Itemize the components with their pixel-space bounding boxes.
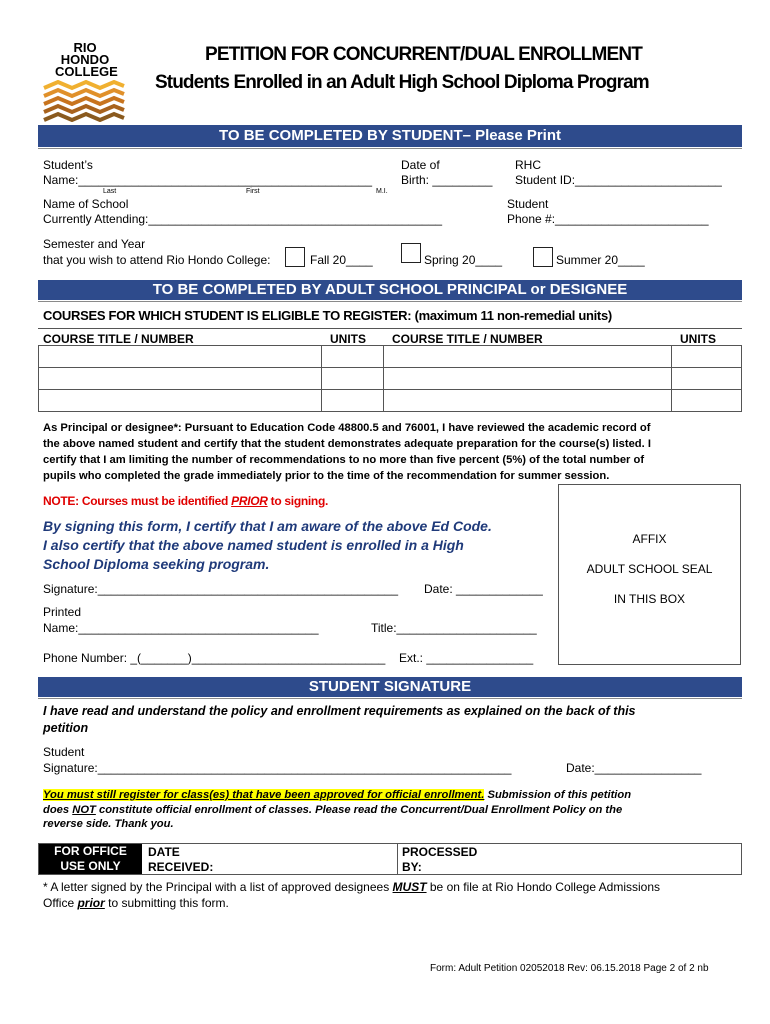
footnote-line1: [43, 879, 660, 895]
student-name-field[interactable]: Name:____________________________________________: [43, 173, 372, 187]
cert-line: pupils who completed the grade immediately prior to the time of the recommendation for summer session.: [43, 470, 610, 482]
divider: [38, 698, 742, 699]
not-post: constitute official enrollment of classes. Please read the Concurrent/Dual Enrollment Policy on the: [95, 803, 623, 816]
col-units-2: UNITS: [680, 332, 716, 346]
course-cell[interactable]: [383, 390, 672, 412]
fall-checkbox[interactable]: [285, 247, 305, 267]
title-field[interactable]: Title:_____________________: [371, 621, 537, 635]
school-field[interactable]: Currently Attending:____________________________________________: [43, 212, 443, 226]
processed-1: PROCESSED: [402, 845, 478, 859]
divider: [38, 148, 742, 149]
table-row: [39, 368, 742, 390]
processed-by: [402, 845, 477, 875]
register-line1: [43, 788, 631, 803]
col-course-title-2: COURSE TITLE / NUMBER: [392, 332, 543, 346]
seal-line3: IN THIS BOX: [613, 592, 686, 606]
logo-text: [55, 40, 118, 79]
footnote-post: be on file at Rio Hondo College Admissions: [426, 880, 661, 894]
principal-signature-field[interactable]: Signature:_____________________________________________: [43, 582, 399, 596]
courses-table: [38, 345, 742, 412]
register-notice: [43, 788, 631, 832]
cert-line: the above named student and certify that the student demonstrates adequate preparation for the course(s) listed. I: [43, 438, 651, 450]
principal-section-bar: TO BE COMPLETED BY ADULT SCHOOL PRINCIPAL or DESIGNEE: [38, 280, 742, 300]
date-received-1: DATE: [148, 845, 180, 859]
register-line3: reverse side. Thank you.: [43, 818, 174, 830]
dob-label1: Date of: [401, 158, 440, 172]
courses-heading-note: (maximum 11 non-remedial units): [414, 308, 612, 323]
fall-label: Fall 20____: [310, 253, 373, 267]
logo-waves-icon: [42, 80, 126, 122]
col-course-title-1: COURSE TITLE / NUMBER: [43, 332, 194, 346]
form-footer: Form: Adult Petition 02052018 Rev: 06.15.2018 Page 2 of 2 nb: [430, 963, 709, 974]
footnote-office: Office: [43, 896, 78, 910]
page-title: PETITION FOR CONCURRENT/DUAL ENROLLMENT: [205, 44, 643, 65]
note-prior: PRIOR: [231, 494, 268, 508]
policy-line: petition: [43, 721, 89, 735]
printed-label1: Printed: [43, 605, 82, 619]
printed-name-field[interactable]: Name:____________________________________: [43, 621, 319, 635]
student-signature-field[interactable]: Signature:______________________________________________________________: [43, 761, 512, 775]
dob-field[interactable]: Birth: _________: [401, 173, 493, 187]
principal-date-field[interactable]: Date: _____________: [424, 582, 543, 596]
policy-text: [43, 703, 636, 737]
office-use-box: [38, 843, 742, 875]
footnote-must: MUST: [392, 880, 427, 894]
units-cell[interactable]: [321, 368, 383, 390]
sub-first: First: [246, 188, 260, 195]
school-label1: Name of School: [43, 197, 129, 211]
not-word: NOT: [72, 803, 96, 816]
course-cell[interactable]: [383, 346, 672, 368]
footnote: [43, 879, 660, 911]
cert-line: As Principal or designee*: Pursuant to Education Code 48800.5 and 76001, I have reviewed the academic record of: [43, 422, 651, 434]
aware-line: I also certify that the above named student is enrolled in a High: [43, 537, 464, 553]
units-cell[interactable]: [321, 390, 383, 412]
phone-label1: Student: [507, 197, 549, 211]
semester-label2: that you wish to attend Rio Hondo College:: [43, 253, 271, 267]
date-received-2: RECEIVED:: [148, 860, 214, 874]
note-post: to signing.: [267, 494, 329, 508]
courses-heading-text: COURSES FOR WHICH STUDENT IS ELIGIBLE TO REGISTER:: [43, 308, 412, 323]
note-pre: NOTE: Courses must be identified: [43, 494, 232, 508]
table-row: [39, 346, 742, 368]
footnote-prior: prior: [77, 896, 105, 910]
semester-label1: Semester and Year: [43, 237, 146, 251]
page-subtitle: Students Enrolled in an Adult High School Diploma Program: [155, 72, 649, 93]
rhc-student-id-field[interactable]: Student ID:______________________: [515, 173, 722, 187]
sub-mi: M.I.: [376, 188, 388, 195]
sub-last: Last: [103, 188, 117, 195]
divider: [38, 301, 742, 302]
office-label1: FOR OFFICE: [54, 844, 127, 858]
col-units-1: UNITS: [330, 332, 366, 346]
logo-line1: RIO: [73, 40, 97, 55]
register-highlight: You must still register for class(es) that have been approved for official enrollment.: [43, 789, 485, 801]
signature-section-bar: STUDENT SIGNATURE: [38, 677, 742, 697]
seal-line2: ADULT SCHOOL SEAL: [586, 562, 713, 576]
date-received: [148, 845, 213, 875]
course-cell[interactable]: [39, 368, 322, 390]
seal-box: [558, 484, 741, 665]
spring-checkbox[interactable]: [401, 243, 421, 263]
summer-checkbox[interactable]: [533, 247, 553, 267]
aware-line: School Diploma seeking program.: [43, 556, 270, 572]
course-cell[interactable]: [383, 368, 672, 390]
footnote-post2: to submitting this form.: [104, 896, 229, 910]
register-rest: Submission of this petition: [484, 789, 632, 801]
course-cell[interactable]: [39, 390, 322, 412]
aware-text: [43, 517, 492, 574]
certification-text: [43, 420, 651, 484]
office-use-label: [39, 844, 142, 874]
summer-label: Summer 20____: [556, 253, 645, 267]
units-cell[interactable]: [672, 368, 742, 390]
note-text: [43, 494, 328, 508]
processed-2: BY:: [402, 860, 422, 874]
logo-line2: HONDO: [60, 52, 110, 67]
principal-phone-field[interactable]: Phone Number: _(_______)_____________________________: [43, 651, 386, 665]
office-label2: USE ONLY: [60, 859, 121, 873]
units-cell[interactable]: [672, 346, 742, 368]
units-cell[interactable]: [672, 390, 742, 412]
spring-label: Spring 20____: [424, 253, 503, 267]
units-cell[interactable]: [321, 346, 383, 368]
divider: [397, 844, 398, 874]
student-sig-label1: Student: [43, 745, 85, 759]
table-row: [39, 390, 742, 412]
logo-line3: COLLEGE: [55, 64, 118, 79]
student-name-label1: Student’s: [43, 158, 93, 172]
student-phone-field[interactable]: Phone #:_______________________: [507, 212, 709, 226]
policy-line: I have read and understand the policy and enrollment requirements as explained on the back of this: [43, 704, 636, 718]
student-date-field[interactable]: Date:________________: [566, 761, 702, 775]
footnote-line2: [43, 895, 660, 911]
divider: [38, 328, 742, 329]
not-pre: does: [43, 803, 73, 816]
student-section-bar: TO BE COMPLETED BY STUDENT– Please Print: [38, 125, 742, 147]
footnote-pre: * A letter signed by the Principal with a list of approved designees: [43, 880, 393, 894]
ext-field[interactable]: Ext.: ________________: [399, 651, 534, 665]
cert-line: certify that I am limiting the number of recommendations to no more than five percent (5%) of the total number of: [43, 454, 645, 466]
rhc-label1: RHC: [515, 158, 541, 172]
register-line2: [43, 803, 631, 818]
seal-line1: AFFIX: [632, 532, 667, 546]
courses-heading: [43, 308, 612, 323]
aware-line: By signing this form, I certify that I am aware of the above Ed Code.: [43, 518, 492, 534]
course-cell[interactable]: [39, 346, 322, 368]
